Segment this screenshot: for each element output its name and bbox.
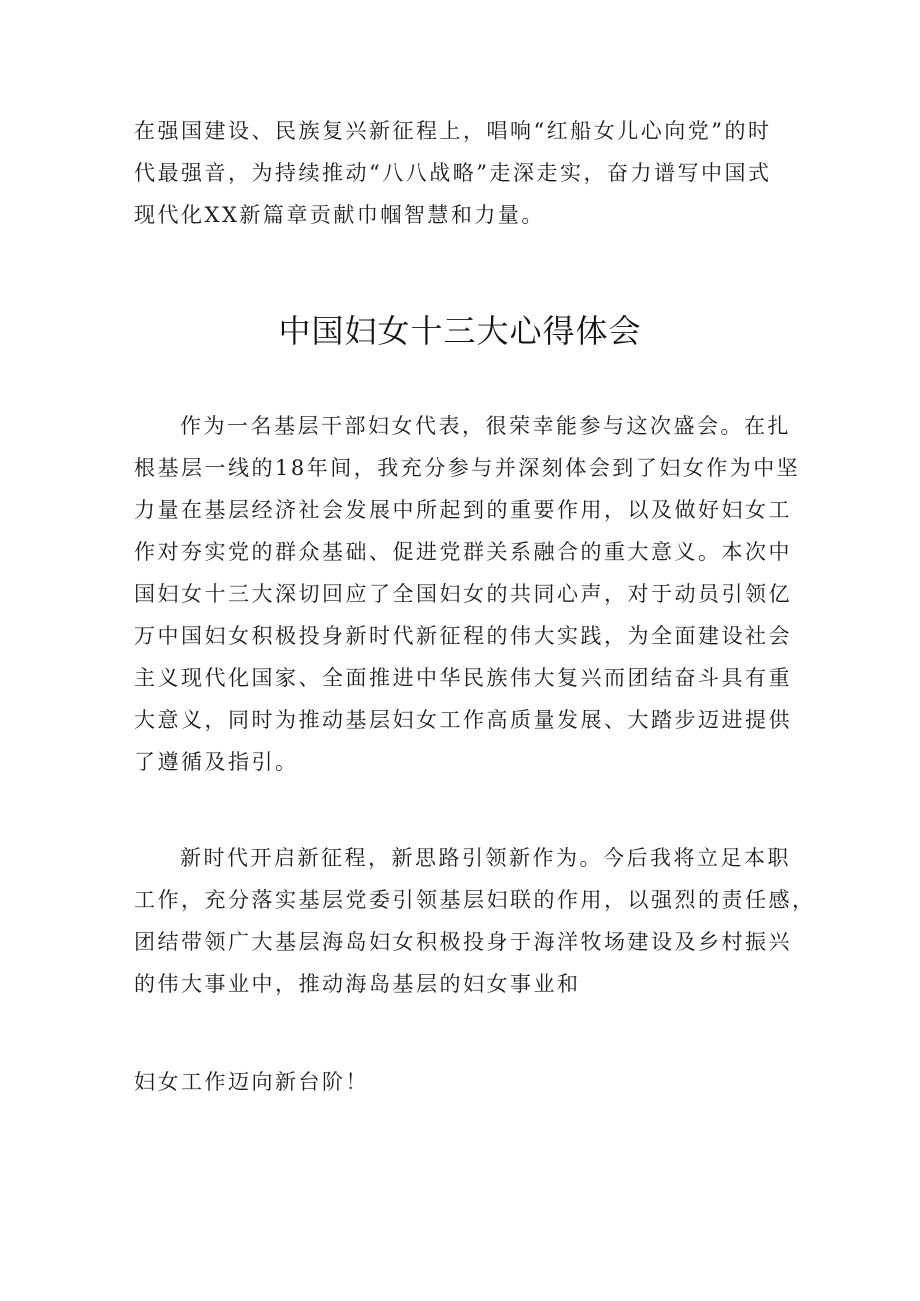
intro-paragraph — [134, 110, 799, 236]
intro-line-3: 现代化XX新篇章贡献巾帼智慧和力量。 — [134, 203, 545, 227]
paragraph-1-line-8: 大意义，同时为推动基层妇女工作高质量发展、大踏步迈进提供 — [134, 708, 792, 732]
document-title: 中国妇女十三大心得体会 — [278, 312, 642, 350]
paragraph-1-line-3: 力量在基层经济社会发展中所起到的重要作用，以及做好妇女工 — [134, 498, 792, 522]
closing-paragraph — [134, 1061, 799, 1103]
paragraph-1-line-9: 了遵循及指引。 — [134, 750, 299, 774]
intro-line-2: 代最强音，为持续推动“八八战略”走深走实，奋力谱写中国式 — [134, 161, 772, 185]
intro-line-1: 在强国建设、民族复兴新征程上，唱响“红船女儿心向党”的时 — [134, 119, 772, 143]
paragraph-2 — [134, 837, 816, 1005]
paragraph-1-line-5: 国妇女十三大深切回应了全国妇女的共同心声，对于动员引领亿 — [134, 582, 792, 606]
paragraph-1-line-2: 根基层一线的18年间，我充分参与并深刻体会到了妇女作为中坚 — [134, 456, 801, 480]
paragraph-2-line-1: 新时代开启新征程，新思路引领新作为。今后我将立足本职 — [180, 846, 791, 870]
paragraph-1-line-7: 主义现代化国家、全面推进中华民族伟大复兴而团结奋斗具有重 — [134, 666, 792, 690]
paragraph-2-line-3: 团结带领广大基层海岛妇女积极投身于海洋牧场建设及乡村振兴 — [134, 930, 792, 954]
paragraph-1-line-6: 万中国妇女积极投身新时代新征程的伟大实践，为全面建设社会 — [134, 624, 792, 648]
paragraph-2-line-2: 工作，充分落实基层党委引领基层妇联的作用，以强烈的责任感， — [134, 888, 816, 912]
paragraph-1-line-1: 作为一名基层干部妇女代表，很荣幸能参与这次盛会。在扎 — [180, 414, 791, 438]
paragraph-2-line-4: 的伟大事业中，推动海岛基层的妇女事业和 — [134, 972, 581, 996]
closing-line: 妇女工作迈向新台阶！ — [134, 1070, 369, 1094]
paragraph-1 — [134, 405, 799, 783]
paragraph-1-line-4: 作对夯实党的群众基础、促进党群关系融合的重大意义。本次中 — [134, 540, 792, 564]
